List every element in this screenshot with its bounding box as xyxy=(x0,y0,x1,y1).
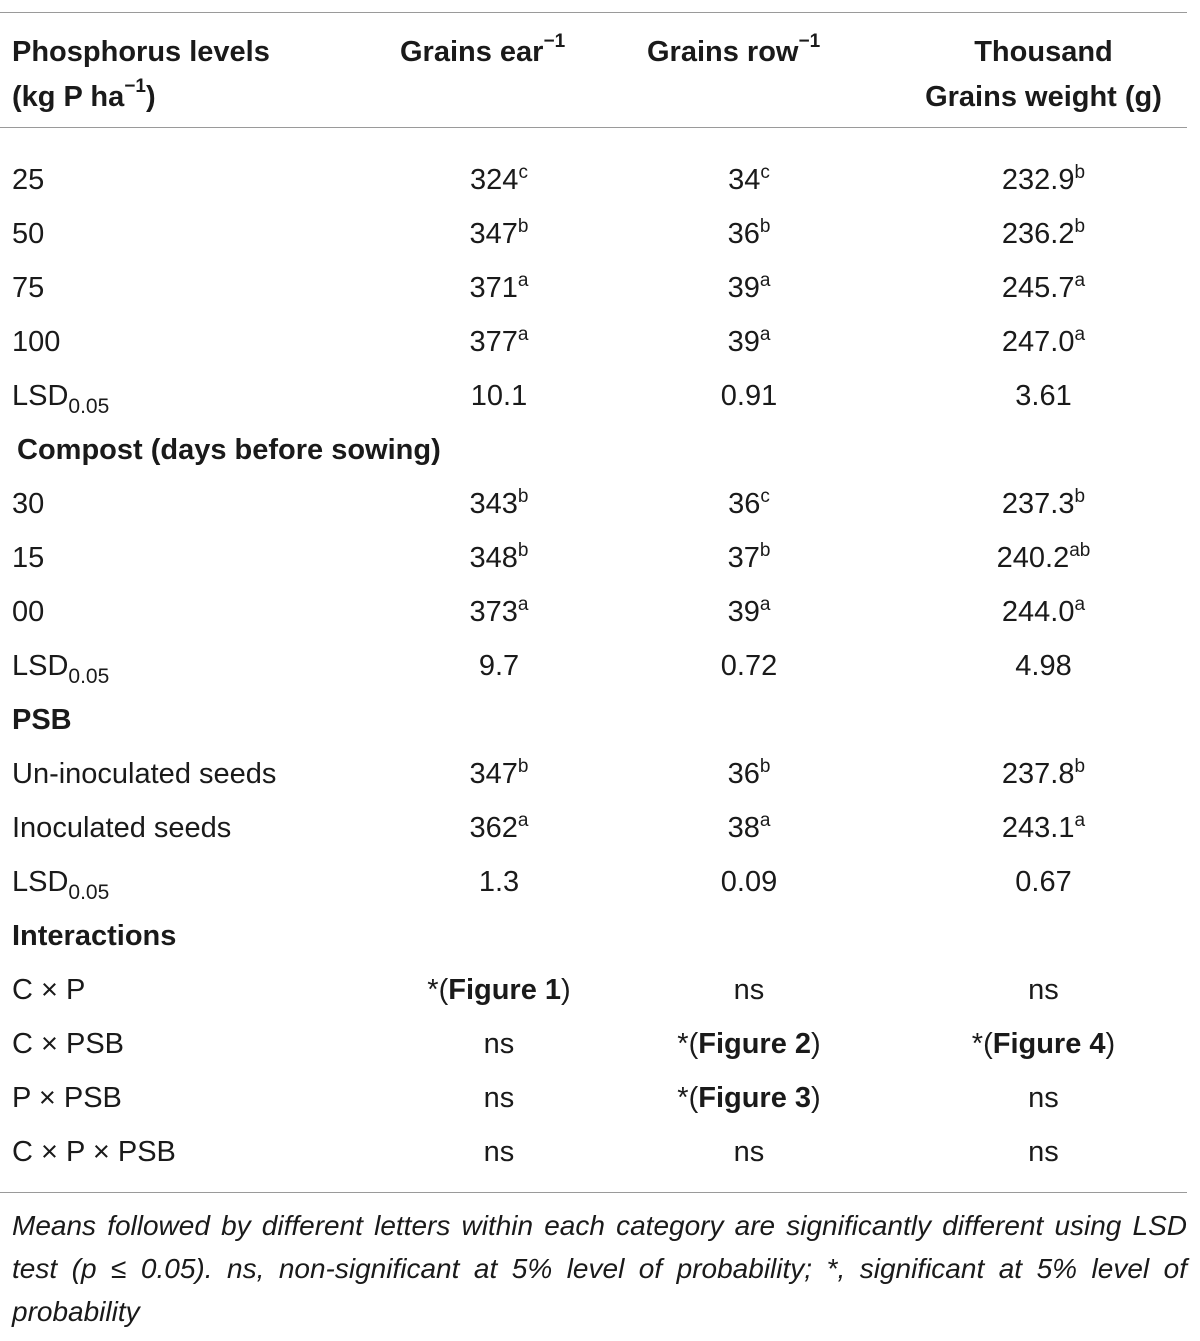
figure-2-reference: Figure 2 xyxy=(698,1028,812,1060)
lsd-row: $LSD_{0.05}$ 1.3 0.09 0.67 xyxy=(12,866,1072,904)
header-grains-row: Grains row$^{-1}$ xyxy=(647,31,821,68)
section-compost: Compost (days before sowing) xyxy=(17,434,441,466)
header-col1-line1: Phosphorus levels xyxy=(12,36,270,68)
interaction-row: C × PSB ns *(Figure 2) *(Figure 4) xyxy=(12,1028,1116,1060)
table-row: 75 371$^a$ 39$^a$ 245.7$^a$ xyxy=(12,270,1086,304)
figure-4-reference: Figure 4 xyxy=(992,1028,1106,1060)
section-psb: PSB xyxy=(12,704,72,736)
header-grains-ear: Grains ear$^{-1}$ xyxy=(400,31,566,68)
table-footnote: Means followed by different letters within each category are significantly different using LSD test (p ≤ 0.05). ns, non-significant at 5% level of probability; *, significant at 5% level of probability xyxy=(12,1210,1187,1327)
interaction-row: C × P × PSB ns ns ns xyxy=(12,1136,1059,1168)
header-thousand-grains-weight: Thousand Grains weight (g) xyxy=(925,36,1162,113)
top-rule xyxy=(0,12,1187,13)
bottom-rule xyxy=(0,1192,1187,1193)
lsd-row: $LSD_{0.05}$ 9.7 0.72 4.98 xyxy=(12,650,1072,688)
figure-3-reference: Figure 3 xyxy=(698,1082,812,1114)
interaction-row: C × P *(Figure 1) ns ns xyxy=(12,974,1059,1006)
header-phosphorus-levels xyxy=(12,30,270,120)
table-row: 15 348$^b$ 37$^b$ 240.2$^{ab}$ xyxy=(12,540,1091,574)
header-col1-line2: (kg P $ha^{-1}$) xyxy=(12,76,156,113)
table-row: 00 373$^a$ 39$^a$ 244.0$^a$ xyxy=(12,594,1086,628)
section-interactions: Interactions xyxy=(12,920,177,952)
interaction-row: P × PSB ns *(Figure 3) ns xyxy=(12,1082,1059,1114)
table-row: 25 324$^c$ 34$^c$ 232.9$^b$ xyxy=(12,162,1086,196)
table-row: 30 343$^b$ 36$^c$ 237.3$^b$ xyxy=(12,486,1086,520)
header-rule xyxy=(0,127,1187,128)
table-row: Inoculated seeds 362$^a$ 38$^a$ 243.1$^a$ xyxy=(12,810,1086,844)
lsd-row: $LSD_{0.05}$ 10.1 0.91 3.61 xyxy=(12,380,1072,418)
table-row: Un-inoculated seeds 347$^b$ 36$^b$ 237.8$^b$ xyxy=(12,756,1086,790)
figure-1-reference: Figure 1 xyxy=(448,974,562,1006)
table-row: 100 377$^a$ 39$^a$ 247.0$^a$ xyxy=(12,324,1086,358)
table-row: 50 347$^b$ 36$^b$ 236.2$^b$ xyxy=(12,216,1086,250)
